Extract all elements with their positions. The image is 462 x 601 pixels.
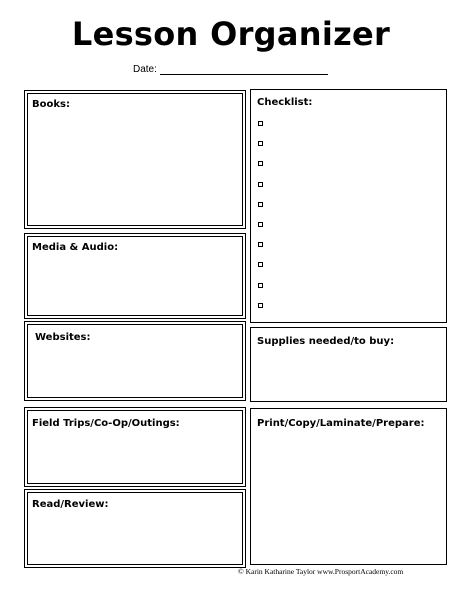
books-section[interactable] (27, 93, 243, 226)
date-label: Date: (133, 64, 157, 75)
field-trips-section[interactable] (27, 410, 243, 484)
supplies-label: Supplies needed/to buy: (257, 336, 395, 347)
page-title: Lesson Organizer (71, 15, 391, 53)
copyright-footer: © Karin Katharine Taylor www.ProsportAcademy.com (238, 567, 404, 576)
websites-label: Websites: (35, 332, 91, 343)
checklist-checkbox[interactable] (258, 121, 263, 126)
checklist-checkbox[interactable] (258, 182, 263, 187)
supplies-section[interactable] (250, 327, 447, 402)
checklist-checkbox[interactable] (258, 283, 263, 288)
checklist-checkbox[interactable] (258, 141, 263, 146)
checklist-checkbox[interactable] (258, 242, 263, 247)
media-audio-label: Media & Audio: (32, 242, 119, 253)
print-label: Print/Copy/Laminate/Prepare: (257, 418, 425, 429)
print-section[interactable] (250, 408, 447, 565)
checklist-section[interactable] (250, 89, 447, 323)
checklist-label: Checklist: (257, 97, 313, 108)
media-audio-section[interactable] (27, 236, 243, 316)
checklist-checkbox[interactable] (258, 202, 263, 207)
date-field[interactable] (160, 74, 328, 75)
read-review-label: Read/Review: (32, 499, 109, 510)
field-trips-label: Field Trips/Co-Op/Outings: (32, 418, 180, 429)
books-label: Books: (32, 99, 70, 110)
checklist-checkbox[interactable] (258, 222, 263, 227)
read-review-section[interactable] (27, 492, 243, 565)
checklist-checkbox[interactable] (258, 161, 263, 166)
checklist-checkbox[interactable] (258, 262, 263, 267)
websites-section[interactable] (27, 324, 243, 398)
checklist-checkbox[interactable] (258, 303, 263, 308)
